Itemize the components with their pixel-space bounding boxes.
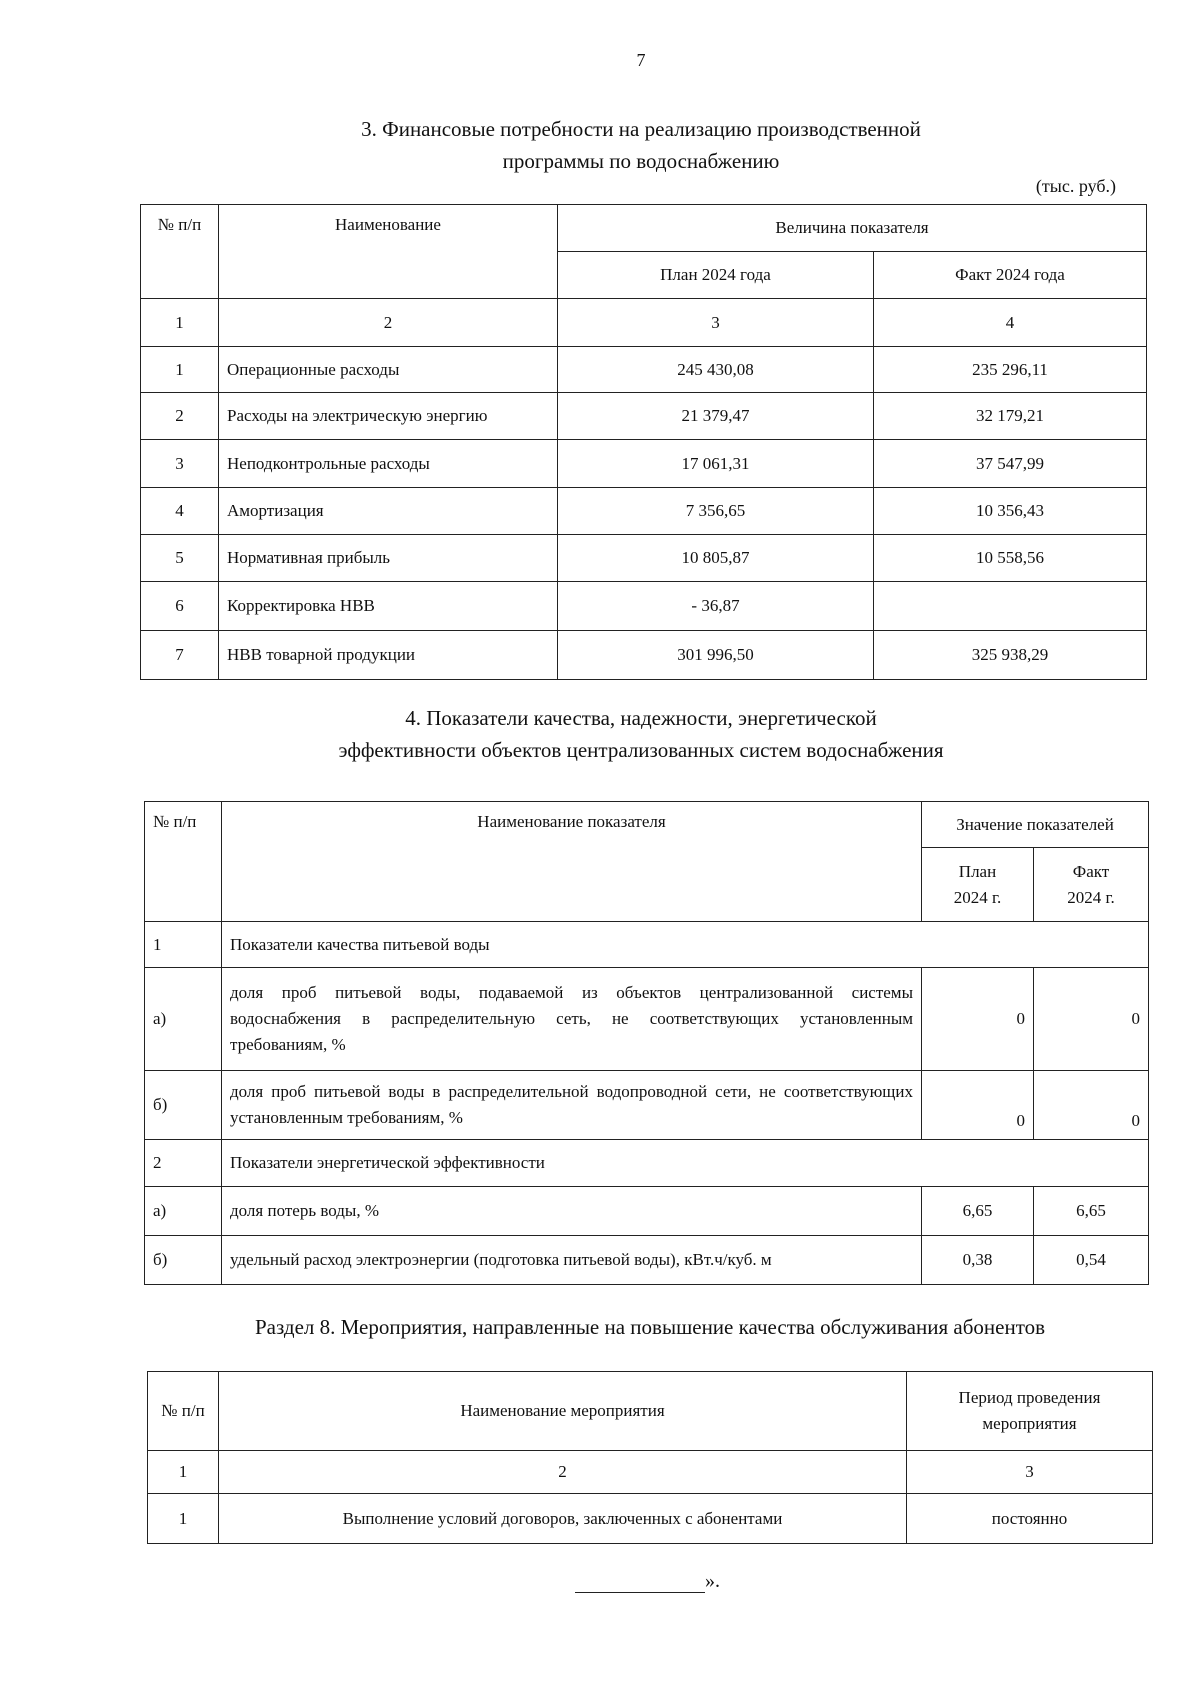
row-plan: 21 379,47 [558, 393, 874, 440]
row-plan: 6,65 [922, 1187, 1034, 1236]
row-name: доля проб питьевой воды в распределительной водопроводной сети, не соответствующих установленным требованиям, % [222, 1071, 922, 1140]
header-name: Наименование показателя [222, 802, 922, 922]
header-num: № п/п [148, 1372, 219, 1451]
row-name: Амортизация [219, 488, 558, 535]
row-fact: 235 296,11 [874, 347, 1147, 393]
col-number: 2 [219, 1451, 907, 1494]
row-fact: 0,54 [1034, 1236, 1149, 1285]
header-name: Наименование [219, 205, 558, 299]
row-name: Неподконтрольные расходы [219, 440, 558, 488]
col-number: 3 [558, 299, 874, 347]
row-fact: 37 547,99 [874, 440, 1147, 488]
row-fact: 10 356,43 [874, 488, 1147, 535]
row-name: НВВ товарной продукции [219, 631, 558, 680]
row-period: постоянно [907, 1494, 1153, 1544]
header-num: № п/п [141, 205, 219, 299]
header-fact-line1: Факт [1072, 861, 1110, 881]
row-plan: 17 061,31 [558, 440, 874, 488]
row-num: а) [145, 1187, 222, 1236]
row-fact: 325 938,29 [874, 631, 1147, 680]
table-row [145, 1071, 1149, 1140]
row-plan: 301 996,50 [558, 631, 874, 680]
row-num: 4 [141, 488, 219, 535]
table-row [141, 393, 1147, 440]
row-name: Расходы на электрическую энергию [219, 393, 558, 440]
col-number: 1 [141, 299, 219, 347]
header-plan-line2: 2024 г. [953, 887, 1002, 907]
row-name: доля проб питьевой воды, подаваемой из объектов централизованной системы водоснабжения в распределительную сеть, не соответствующих установленным требованиям, % [222, 968, 922, 1071]
section8-title: Раздел 8. Мероприятия, направленные на повышение качества обслуживания абонентов [254, 1315, 1046, 1339]
table-row [145, 968, 1149, 1071]
row-fact: 6,65 [1034, 1187, 1149, 1236]
header-plan-line1: План [958, 861, 997, 881]
service-measures-table [147, 1371, 1153, 1544]
table-row [141, 347, 1147, 393]
header-plan [922, 848, 1034, 922]
row-fact: 0 [1034, 968, 1149, 1071]
table-row [145, 1236, 1149, 1285]
financial-needs-table [140, 204, 1147, 680]
row-name: Показатели качества питьевой воды [222, 922, 1149, 968]
section3-title-line2: программы по водоснабжению [502, 149, 780, 173]
col-number: 4 [874, 299, 1147, 347]
row-num: 3 [141, 440, 219, 488]
row-plan: 0,38 [922, 1236, 1034, 1285]
row-name: Операционные расходы [219, 347, 558, 393]
header-period-line2: мероприятия [982, 1414, 1077, 1433]
section4-title [0, 702, 1200, 766]
row-fact: 32 179,21 [874, 393, 1147, 440]
header-period-line1: Период проведения [958, 1388, 1101, 1407]
row-plan: 0 [922, 968, 1034, 1071]
row-num: б) [145, 1071, 222, 1140]
header-num: № п/п [145, 802, 222, 922]
group-row [145, 922, 1149, 968]
row-name: удельный расход электроэнергии (подготовка питьевой воды), кВт.ч/куб. м [222, 1236, 922, 1285]
section4-title-line1: 4. Показатели качества, надежности, энергетической [405, 706, 877, 730]
column-number-row [148, 1451, 1153, 1494]
row-fact: 0 [1034, 1071, 1149, 1140]
header-plan: План 2024 года [558, 252, 874, 299]
row-num: а) [145, 968, 222, 1071]
unit-label: (тыс. руб.) [1035, 176, 1116, 196]
table-row [148, 1494, 1153, 1544]
table-row [141, 631, 1147, 680]
row-fact: 10 558,56 [874, 535, 1147, 582]
section4-title-line2: эффективности объектов централизованных систем водоснабжения [338, 738, 944, 762]
col-number: 3 [907, 1451, 1153, 1494]
row-num: 2 [145, 1140, 222, 1187]
row-name: Нормативная прибыль [219, 535, 558, 582]
row-num: 6 [141, 582, 219, 631]
closing-quote: ». [705, 1570, 720, 1592]
closing-mark [575, 1570, 720, 1593]
row-num: 1 [145, 922, 222, 968]
row-num: 5 [141, 535, 219, 582]
header-value-group: Величина показателя [558, 205, 1147, 252]
row-name: Корректировка НВВ [219, 582, 558, 631]
header-value-group: Значение показателей [922, 802, 1149, 848]
blank-line [575, 1572, 705, 1593]
row-plan: 10 805,87 [558, 535, 874, 582]
row-num: 7 [141, 631, 219, 680]
group-row [145, 1140, 1149, 1187]
row-plan: - 36,87 [558, 582, 874, 631]
header-name: Наименование мероприятия [219, 1372, 907, 1451]
header-fact: Факт 2024 года [874, 252, 1147, 299]
row-num: 2 [141, 393, 219, 440]
quality-indicators-table [144, 801, 1149, 1285]
row-num: 1 [148, 1494, 219, 1544]
table-row [145, 1187, 1149, 1236]
row-plan: 0 [922, 1071, 1034, 1140]
column-number-row [141, 299, 1147, 347]
row-num: б) [145, 1236, 222, 1285]
header-fact-line2: 2024 г. [1067, 887, 1115, 907]
row-name: Выполнение условий договоров, заключенных с абонентами [219, 1494, 907, 1544]
page-number: 7 [636, 50, 646, 70]
section3-title-line1: 3. Финансовые потребности на реализацию производственной [361, 117, 921, 141]
table-row [141, 488, 1147, 535]
row-plan: 245 430,08 [558, 347, 874, 393]
section3-title [0, 113, 1200, 177]
row-fact [874, 582, 1147, 631]
col-number: 2 [219, 299, 558, 347]
header-fact [1034, 848, 1149, 922]
table-row [141, 582, 1147, 631]
row-name: доля потерь воды, % [222, 1187, 922, 1236]
header-period [907, 1372, 1153, 1451]
row-name: Показатели энергетической эффективности [222, 1140, 1149, 1187]
row-plan: 7 356,65 [558, 488, 874, 535]
table-row [141, 535, 1147, 582]
table-row [141, 440, 1147, 488]
col-number: 1 [148, 1451, 219, 1494]
row-num: 1 [141, 347, 219, 393]
